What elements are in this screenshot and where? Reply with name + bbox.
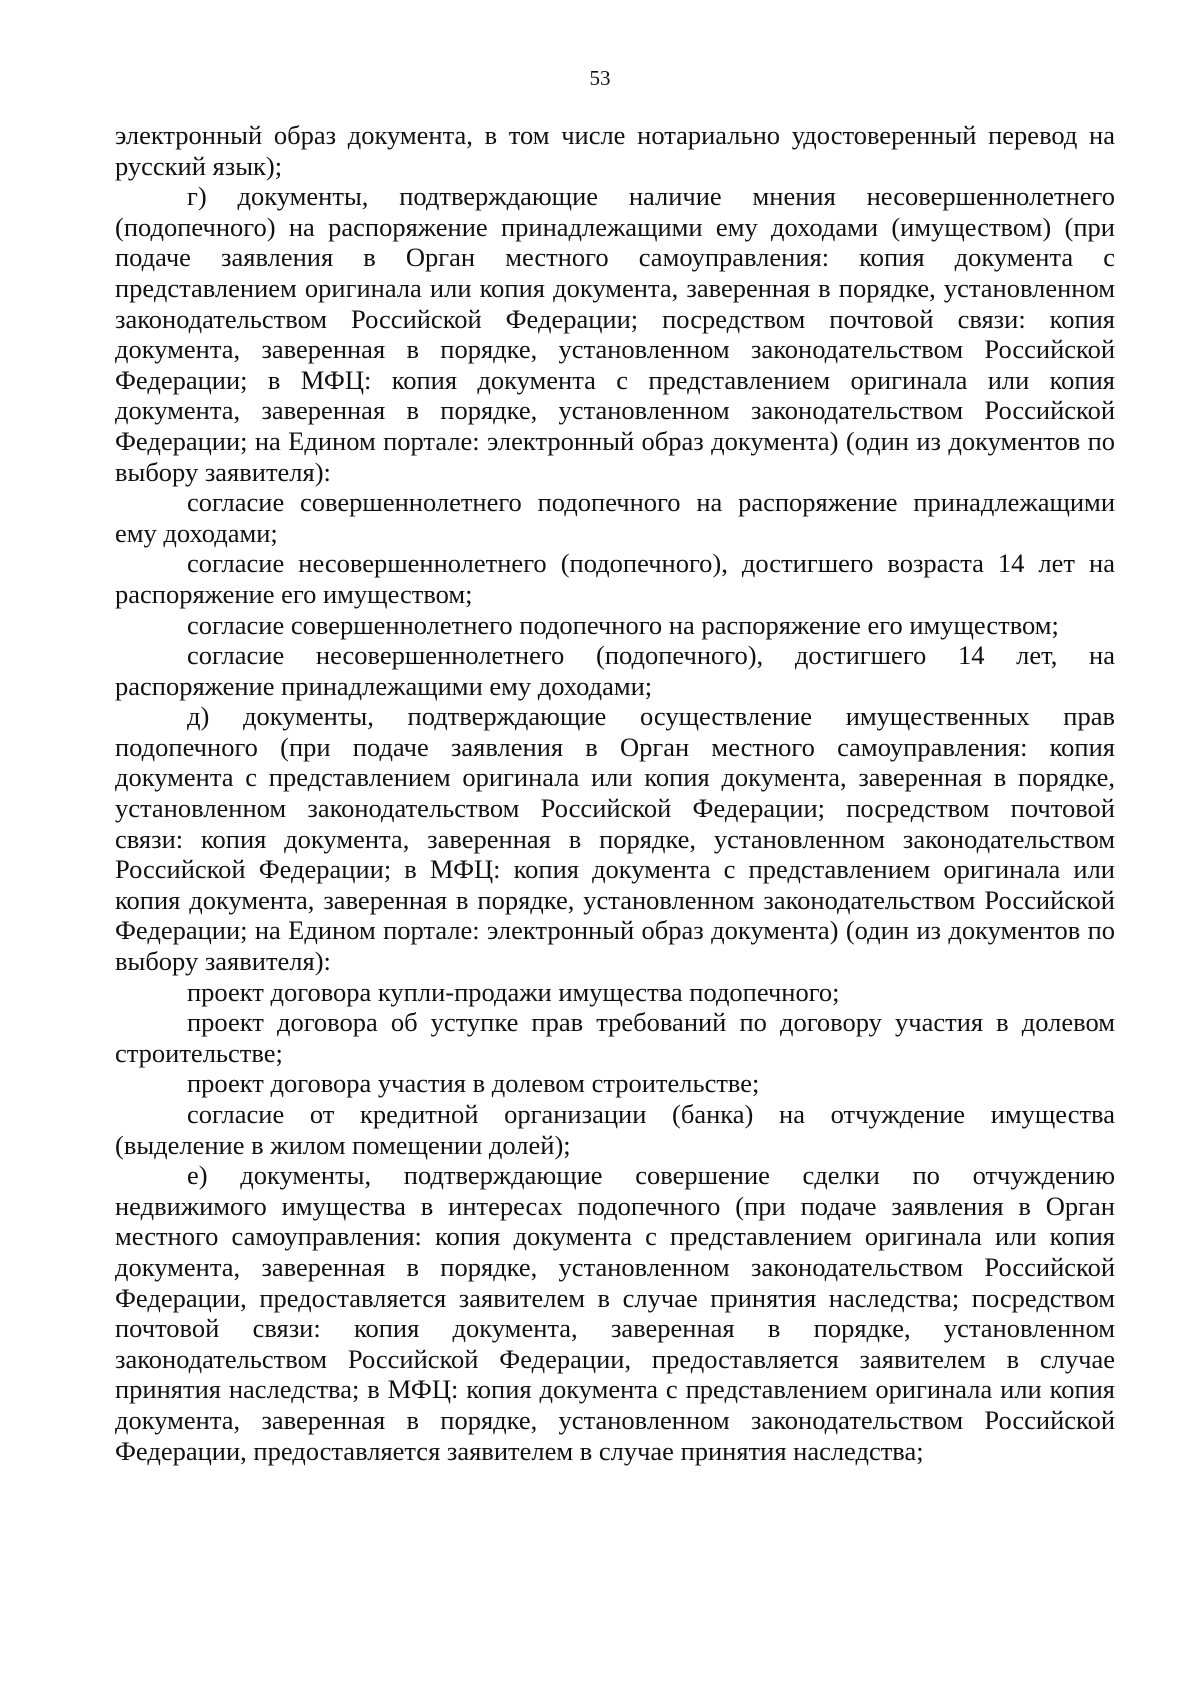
paragraph-item-d: д) документы, подтверждающие осуществление имущественных прав подопечного (при подаче заявления в Орган местного самоуправления: копия документа с представлением оригинала или копия документа, заверенная в порядке, установленном законодательством Российской Федерации; посредством почтовой связи: копия документа, заверенная в порядке, установленном законодательством Российской Федерации; в МФЦ: копия документа с представлением оригинала или копия документа, заверенная в порядке, установленном законодательством Российской Федерации; на Едином портале: электронный образ документа) (один из документов по выбору заявителя): [115, 701, 1115, 977]
paragraph-document-image: электронный образ документа, в том числе нотариально удостоверенный перевод на русский язык); [115, 120, 1115, 181]
paragraph-assignment-contract-draft: проект договора об уступке прав требований по договору участия в долевом строительстве; [115, 1007, 1115, 1068]
paragraph-item-g: г) документы, подтверждающие наличие мнения несовершеннолетнего (подопечного) на распоряжение принадлежащими ему доходами (имуществом) (при подаче заявления в Орган местного самоуправления: копия документа с представлением оригинала или копия документа, заверенная в порядке, установленном законодательством Российской Федерации; посредством почтовой связи: копия документа, заверенная в порядке, установленном законодательством Российской Федерации; в МФЦ: копия документа с представлением оригинала или копия документа, заверенная в порядке, установленном законодательством Российской Федерации; на Едином портале: электронный образ документа) (один из документов по выбору заявителя): [115, 181, 1115, 487]
paragraph-consent-minor-income: согласие несовершеннолетнего (подопечного), достигшего 14 лет, на распоряжение принадлежащими ему доходами; [115, 640, 1115, 701]
paragraph-bank-consent: согласие от кредитной организации (банка) на отчуждение имущества (выделение в жилом помещении долей); [115, 1099, 1115, 1160]
page-number: 53 [589, 66, 611, 90]
paragraph-item-e: е) документы, подтверждающие совершение сделки по отчуждению недвижимого имущества в интересах подопечного (при подаче заявления в Орган местного самоуправления: копия документа с представлением оригинала или копия документа, заверенная в порядке, установленном законодательством Российской Федерации, предоставляется заявителем в случае принятия наследства; посредством почтовой связи: копия документа, заверенная в порядке, установленном законодательством Российской Федерации, предоставляется заявителем в случае принятия наследства; в МФЦ: копия документа с представлением оригинала или копия документа, заверенная в порядке, установленном законодательством Российской Федерации, предоставляется заявителем в случае принятия наследства; [115, 1160, 1115, 1466]
paragraph-consent-adult-income: согласие совершеннолетнего подопечного на распоряжение принадлежащими ему доходами; [115, 487, 1115, 548]
paragraph-consent-adult-property: согласие совершеннолетнего подопечного на распоряжение его имуществом; [187, 609, 1059, 640]
paragraph-sale-contract-draft: проект договора купли-продажи имущества подопечного; [187, 976, 840, 1007]
paragraph-consent-minor-property: согласие несовершеннолетнего (подопечного), достигшего возраста 14 лет на распоряжение его имуществом; [115, 548, 1115, 609]
paragraph-shared-construction-draft: проект договора участия в долевом строительстве; [187, 1068, 760, 1099]
document-body [115, 120, 1115, 1466]
